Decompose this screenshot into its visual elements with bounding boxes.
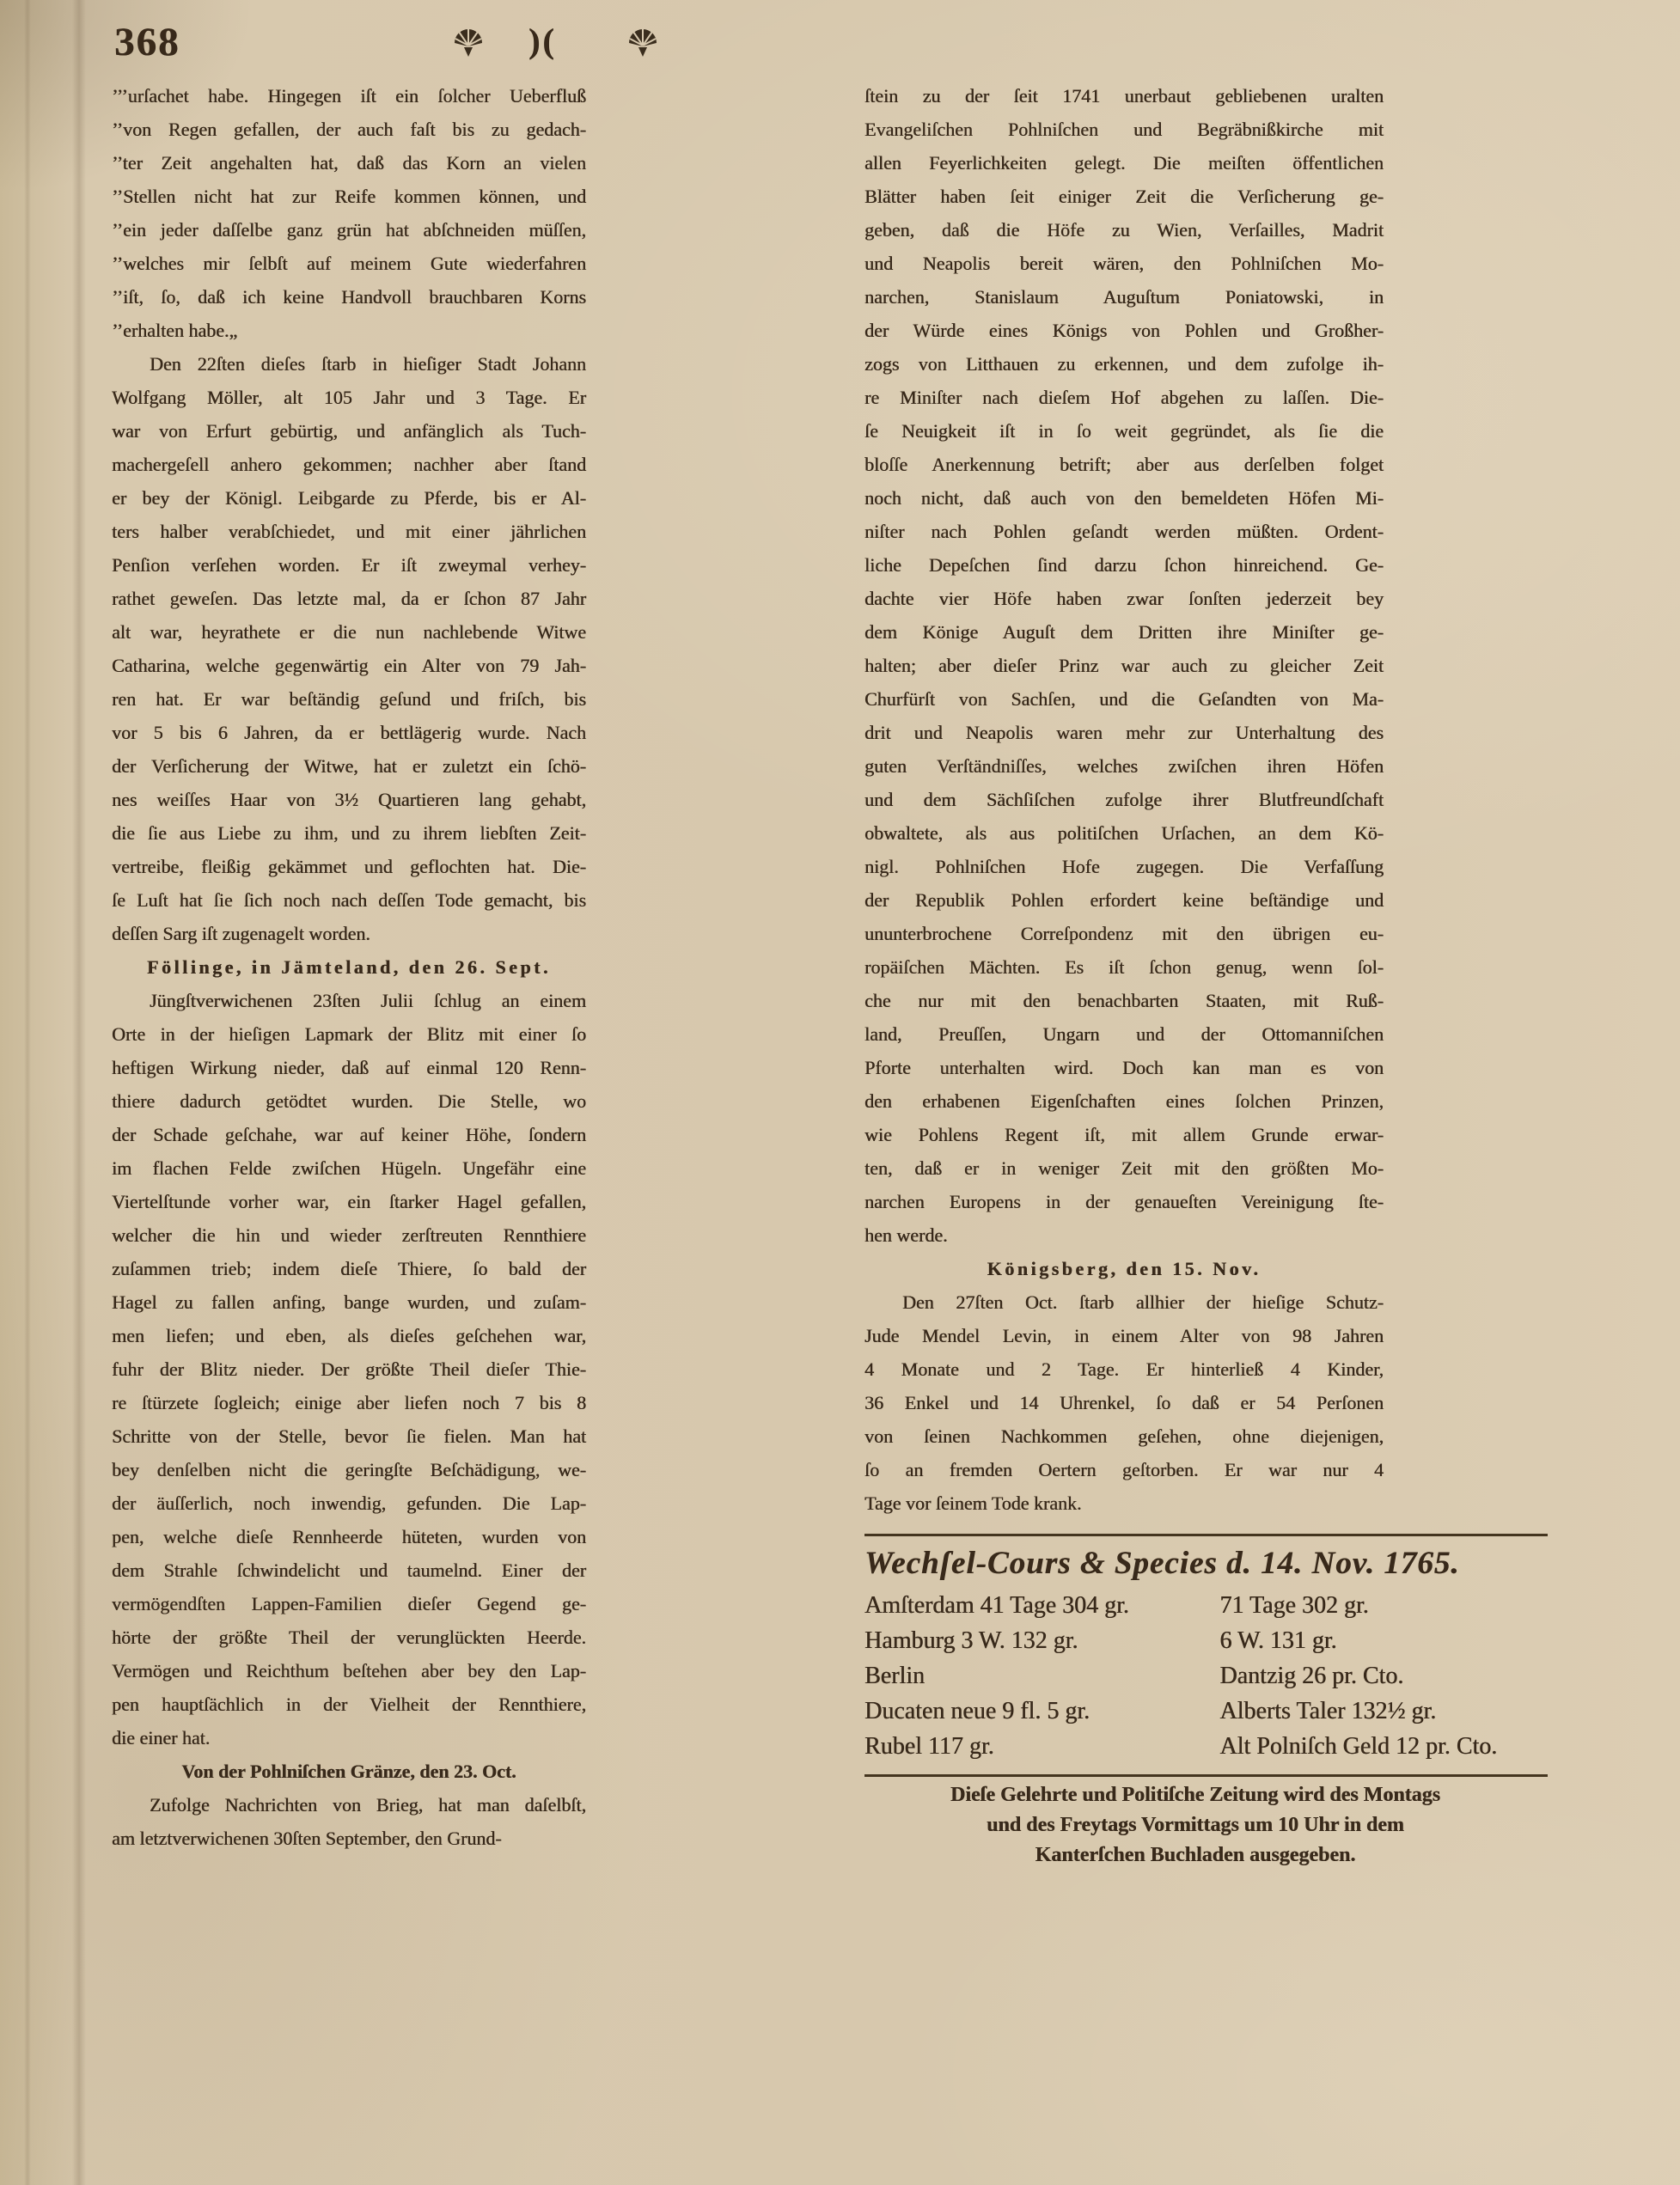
text-line: ’’’urſachet habe. Hingegen iſt ein ſolcher Ueberfluß — [112, 85, 586, 107]
text-line: hörte der größte Theil der verunglückten Heerde. — [112, 1627, 586, 1648]
exchange-row — [864, 1623, 1548, 1658]
exchange-row — [864, 1729, 1548, 1764]
text-line: Schritte von der Stelle, bevor ſie fielen. Man hat — [112, 1425, 586, 1447]
text-line: Zufolge Nachrichten von Brieg, hat man daſelbſt, — [150, 1794, 586, 1816]
paragraph — [112, 347, 586, 950]
text-line: ſe Neuigkeit iſt in ſo weit gegründet, als ſie die — [864, 420, 1384, 442]
text-line: Wolfgang Möller, alt 105 Jahr und 3 Tage. Er — [112, 387, 586, 408]
exchange-title: Wechſel-Cours & Species d. 14. Nov. 1765. — [864, 1546, 1460, 1581]
text-line: Jüngſtverwichenen 23ſten Julii ſchlug an einem — [150, 990, 586, 1011]
text-line: am letztverwichenen 30ſten September, den Grund- — [112, 1828, 502, 1849]
text-line: vertreibe, fleißig gekämmet und geflochten hat. Die- — [112, 856, 586, 877]
divider — [864, 1774, 1548, 1777]
text-line: Jude Mendel Levin, in einem Alter von 98 Jahren — [864, 1325, 1384, 1346]
text-line: Tage vor ſeinem Tode krank. — [864, 1492, 1082, 1514]
text-line: ters halber verabſchiedet, und mit einer jährlichen — [112, 521, 586, 542]
text-line: ’’welches mir ſelbſt auf meinem Gute wiederfahren — [112, 253, 586, 274]
imprint-line: Dieſe Gelehrte und Politiſche Zeitung wird des Montags — [950, 1784, 1440, 1806]
text-line: re ſtürzete ſogleich; einige aber liefen noch 7 bis 8 — [112, 1392, 586, 1413]
text-line: bloſſe Anerkennung betrift; aber aus derſelben folget — [864, 454, 1384, 475]
header-signature-mark: )( — [528, 21, 557, 60]
text-line: re Miniſter nach dieſem Hof abgehen zu laſſen. Die- — [864, 387, 1384, 408]
text-line: der äuſſerlich, noch inwendig, gefunden. Die Lap- — [112, 1492, 586, 1514]
exchange-left-cell: Hamburg 3 W. 132 gr. — [864, 1627, 1078, 1654]
text-line: Pforte unterhalten wird. Doch kan man es von — [864, 1057, 1384, 1078]
text-line: deſſen Sarg iſt zugenagelt worden. — [112, 923, 370, 944]
text-line: welcher die hin und wieder zerſtreuten Rennthiere — [112, 1224, 586, 1246]
text-line: die einer hat. — [112, 1727, 211, 1749]
text-line: Den 27ſten Oct. ſtarb allhier der hieſige Schutz- — [902, 1291, 1384, 1313]
text-line: Catharina, welche gegenwärtig ein Alter von 79 Jah- — [112, 655, 586, 676]
text-line: nes weiſſes Haar von 3½ Quartieren lang gehabt, — [112, 789, 586, 810]
text-line: wie Pohlens Regent iſt, mit allem Grunde erwar- — [864, 1124, 1384, 1145]
exchange-row — [864, 1694, 1548, 1729]
page-number: 368 — [114, 20, 180, 64]
text-line: dem Könige Auguſt dem Dritten ihre Miniſter ge- — [864, 621, 1384, 643]
text-line: pen, welche dieſe Rennheerde hüteten, wurden von — [112, 1526, 586, 1547]
scallop-shell-ornament-icon — [625, 24, 661, 58]
text-line: ren hat. Er war beſtändig geſund und friſch, bis — [112, 688, 586, 710]
scallop-shell-ornament-icon — [450, 24, 486, 58]
text-line: ununterbrochene Correſpondenz mit den übrigen eu- — [864, 923, 1384, 944]
text-line: Evangeliſchen Pohlniſchen und Begräbnißkirche mit — [864, 119, 1384, 140]
text-line: der Schade geſchahe, war auf keiner Höhe, ſondern — [112, 1124, 586, 1145]
text-line: rathet geweſen. Das letzte mal, da er ſchon 87 Jahr — [112, 588, 586, 609]
text-line: ropäiſchen Mächten. Es iſt ſchon genug, wenn ſol- — [864, 956, 1384, 978]
text-line: alt war, heyrathete er die nun nachlebende Witwe — [112, 621, 586, 643]
text-line: Den 22ſten dieſes ſtarb in hieſiger Stadt Johann — [150, 353, 586, 375]
text-line: im flachen Felde zwiſchen Hügeln. Ungefähr eine — [112, 1157, 586, 1179]
exchange-right-cell: 71 Tage 302 gr. — [1219, 1592, 1369, 1619]
text-line: der Würde eines Königs von Pohlen und Großher- — [864, 320, 1384, 341]
section-heading: Königsberg, den 15. Nov. — [987, 1258, 1262, 1279]
text-line: narchen Europens in der genaueſten Vereinigung ſte- — [864, 1191, 1384, 1212]
exchange-right-cell: Alt Polniſch Geld 12 pr. Cto. — [1219, 1733, 1498, 1760]
left-text-column — [112, 79, 586, 1855]
text-line: dem Strahle ſchwindelicht und taumelnd. Einer der — [112, 1559, 586, 1581]
quoted-paragraph — [112, 79, 586, 347]
text-line: Blätter haben ſeit einiger Zeit die Verſicherung ge- — [864, 186, 1384, 207]
paragraph — [112, 1788, 586, 1855]
text-line: 4 Monate und 2 Tage. Er hinterließ 4 Kinder, — [864, 1358, 1384, 1380]
text-line: vermögendſten Lappen-Familien dieſer Gegend ge- — [112, 1593, 586, 1614]
text-line: land, Preuſſen, Ungarn und der Ottomanniſchen — [864, 1023, 1384, 1045]
text-line: Churfürſt von Sachſen, und die Geſandten von Ma- — [864, 688, 1384, 710]
text-line: che nur mit den benachbarten Staaten, mit Ruß- — [864, 990, 1384, 1011]
text-line: zogs von Litthauen zu erkennen, und dem zufolge ih- — [864, 353, 1384, 375]
text-line: liche Depeſchen ſind darzu ſchon hinreichend. Ge- — [864, 554, 1384, 576]
text-line: noch nicht, daß auch von den bemeldeten Höfen Mi- — [864, 487, 1384, 509]
text-line: Orte in der hieſigen Lapmark der Blitz mit einer ſo — [112, 1023, 586, 1045]
text-line: pen hauptſächlich in der Vielheit der Rennthiere, — [112, 1694, 586, 1715]
text-line: der Verſicherung der Witwe, hat er zuletzt ein ſchö- — [112, 755, 586, 777]
text-line: dachte vier Höfe haben zwar ſonſten jederzeit bey — [864, 588, 1384, 609]
text-line: narchen, Stanislaum Auguſtum Poniatowski, in — [864, 286, 1384, 308]
divider — [864, 1534, 1548, 1536]
text-line: ’’erhalten habe.„ — [112, 320, 238, 341]
text-line: guten Verſtändniſſes, welches zwiſchen ihren Höfen — [864, 755, 1384, 777]
exchange-right-cell: Alberts Taler 132½ gr. — [1219, 1698, 1437, 1724]
section-heading: Föllinge, in Jämteland, den 26. Sept. — [147, 956, 551, 978]
text-line: 36 Enkel und 14 Uhrenkel, ſo daß er 54 Perſonen — [864, 1392, 1384, 1413]
text-line: Hagel zu fallen anfing, bange wurden, und zuſam- — [112, 1291, 586, 1313]
text-line: Viertelſtunde vorher war, ein ſtarker Hagel gefallen, — [112, 1191, 586, 1212]
text-line: vor 5 bis 6 Jahren, da er bettlägerig wurde. Nach — [112, 722, 586, 743]
text-line: obwaltete, als aus politiſchen Urſachen, an dem Kö- — [864, 822, 1384, 844]
text-line: ’’ein jeder daſſelbe ganz grün hat abſchneiden müſſen, — [112, 219, 586, 241]
exchange-left-cell: Berlin — [864, 1663, 925, 1689]
exchange-table — [864, 1588, 1548, 1764]
paragraph — [112, 984, 586, 1755]
text-line: von ſeinen Nachkommen geſehen, ohne diejenigen, — [864, 1425, 1384, 1447]
text-line: und dem Sächſiſchen zufolge ihrer Blutfreundſchaft — [864, 789, 1384, 810]
text-line: hen werde. — [864, 1224, 948, 1246]
imprint-notice — [864, 1780, 1526, 1871]
exchange-row — [864, 1658, 1548, 1694]
exchange-right-cell: 6 W. 131 gr. — [1219, 1627, 1337, 1654]
text-line: ’’von Regen gefallen, der auch faſt bis zu gedach- — [112, 119, 586, 140]
paragraph — [864, 1285, 1384, 1520]
text-line: ten, daß er in weniger Zeit mit den größten Mo- — [864, 1157, 1384, 1179]
exchange-left-cell: Amſterdam 41 Tage 304 gr. — [864, 1592, 1129, 1619]
exchange-left-cell: Rubel 117 gr. — [864, 1733, 994, 1760]
text-line: der Republik Pohlen erfordert keine beſtändige und — [864, 889, 1384, 911]
text-line: bey denſelben nicht die geringſte Beſchädigung, we- — [112, 1459, 586, 1480]
text-line: drit und Neapolis waren mehr zur Unterhaltung des — [864, 722, 1384, 743]
text-line: und Neapolis bereit wären, den Pohlniſchen Mo- — [864, 253, 1384, 274]
text-line: ſo an fremden Oertern geſtorben. Er war nur 4 — [864, 1459, 1384, 1480]
text-line: men liefen; und eben, als dieſes geſchehen war, — [112, 1325, 586, 1346]
paragraph — [864, 79, 1384, 1252]
text-line: Penſion verſehen worden. Er iſt zweymal verhey- — [112, 554, 586, 576]
text-line: nigl. Pohlniſchen Hofe zugegen. Die Verfaſſung — [864, 856, 1384, 877]
text-line: war von Erfurt gebürtig, und anfänglich als Tuch- — [112, 420, 586, 442]
right-text-column — [864, 79, 1498, 1871]
imprint-line: und des Freytags Vormittags um 10 Uhr in dem — [987, 1814, 1404, 1836]
text-line: den erhabenen Eigenſchaften eines ſolchen Prinzen, — [864, 1090, 1384, 1112]
exchange-rates-section — [864, 1534, 1548, 1871]
text-line: ſtein zu der ſeit 1741 unerbaut gebliebenen uralten — [864, 85, 1384, 107]
text-line: zuſammen trieb; indem dieſe Thiere, ſo bald der — [112, 1258, 586, 1279]
text-line: niſter nach Pohlen geſandt werden müßten. Ordent- — [864, 521, 1384, 542]
text-line: Vermögen und Reichthum beſtehen aber bey den Lap- — [112, 1660, 586, 1681]
text-line: heftigen Wirkung nieder, daß auf einmal 120 Renn- — [112, 1057, 586, 1078]
text-line: geben, daß die Höfe zu Wien, Verſailles, Madrit — [864, 219, 1384, 241]
text-line: ’’ter Zeit angehalten hat, daß das Korn an vielen — [112, 152, 586, 174]
section-heading: Von der Pohlniſchen Gränze, den 23. Oct. — [181, 1761, 516, 1782]
text-line: fuhr der Blitz nieder. Der größte Theil dieſer Thie- — [112, 1358, 586, 1380]
right-column-articles — [864, 79, 1384, 1520]
text-line: ’’iſt, ſo, daß ich keine Handvoll brauchbaren Korns — [112, 286, 586, 308]
text-line: er bey der Königl. Leibgarde zu Pferde, bis er Al- — [112, 487, 586, 509]
text-line: ſe Luſt hat ſie ſich noch nach deſſen Tode gemacht, bis — [112, 889, 586, 911]
text-line: thiere dadurch getödtet wurden. Die Stelle, wo — [112, 1090, 586, 1112]
imprint-line: Kanterſchen Buchladen ausgegeben. — [1035, 1844, 1356, 1866]
text-line: ’’Stellen nicht hat zur Reife kommen können, und — [112, 186, 586, 207]
text-line: die ſie aus Liebe zu ihm, und zu ihrem liebſten Zeit- — [112, 822, 586, 844]
text-line: machergeſell anhero gekommen; nachher aber ſtand — [112, 454, 586, 475]
text-line: allen Feyerlichkeiten gelegt. Die meiſten öffentlichen — [864, 152, 1384, 174]
exchange-row — [864, 1588, 1548, 1623]
exchange-right-cell: Dantzig 26 pr. Cto. — [1219, 1663, 1404, 1689]
exchange-left-cell: Ducaten neue 9 fl. 5 gr. — [864, 1698, 1090, 1724]
text-line: halten; aber dieſer Prinz war auch zu gleicher Zeit — [864, 655, 1384, 676]
